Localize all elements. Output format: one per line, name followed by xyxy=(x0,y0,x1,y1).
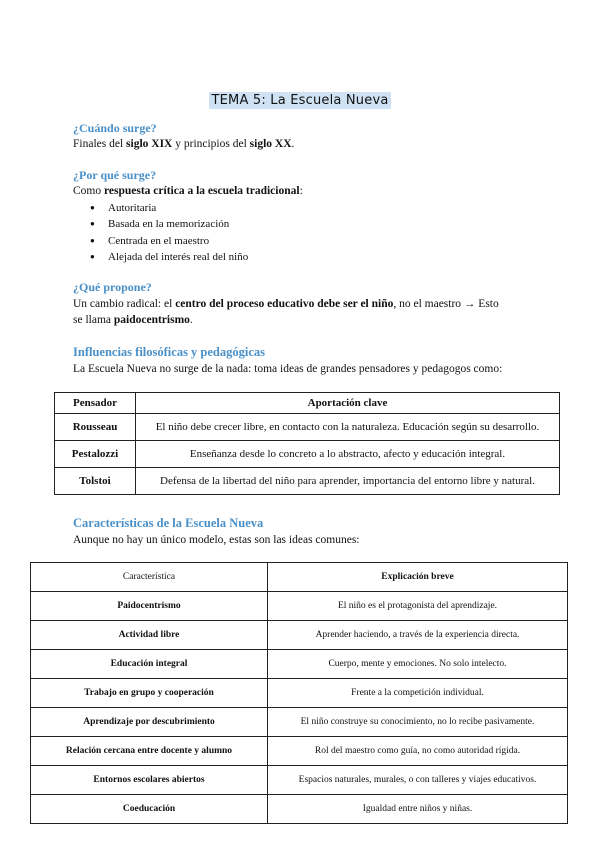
answer-when: Finales del siglo XIX y principios del siglo XX. xyxy=(73,138,295,150)
table-row xyxy=(31,708,568,737)
table-cell: Aprendizaje por descubrimiento xyxy=(31,708,268,737)
table-cell: Educación integral xyxy=(31,650,268,679)
table-cell: Rol del maestro como guía, no como autoridad rígida. xyxy=(268,737,568,766)
table-cell: Tolstoi xyxy=(55,468,136,495)
table-row xyxy=(55,414,560,441)
table-row xyxy=(55,468,560,495)
list-item: ● Alejada del interés real del niño xyxy=(90,249,248,265)
table-header-row xyxy=(55,393,560,414)
table-row xyxy=(31,592,568,621)
answer-what: Un cambio radical: el centro del proceso educativo debe ser el niño, no el maestro → Esto se llama paidocentrismo. xyxy=(73,298,499,326)
heading-influences: Influencias filosóficas y pedagógicas xyxy=(73,345,266,359)
bullet-list xyxy=(90,200,248,265)
answer-why: Como respuesta crítica a la escuela tradicional: xyxy=(73,185,303,197)
table-cell: Rousseau xyxy=(55,414,136,441)
table-cell: Enseñanza desde lo concreto a lo abstracto, afecto y educación integral. xyxy=(136,441,560,468)
table-header: Aportación clave xyxy=(136,393,560,414)
table-cell: Igualdad entre niños y niñas. xyxy=(268,795,568,824)
table-cell: Frente a la competición individual. xyxy=(268,679,568,708)
table-row xyxy=(31,679,568,708)
table-cell: Pestalozzi xyxy=(55,441,136,468)
table-cell: Trabajo en grupo y cooperación xyxy=(31,679,268,708)
table-cell: Entornos escolares abiertos xyxy=(31,766,268,795)
table-header: Pensador xyxy=(55,393,136,414)
question-why: ¿Por qué surge? xyxy=(73,168,157,182)
table-cell: El niño es el protagonista del aprendizaje. xyxy=(268,592,568,621)
table-cell: Actividad libre xyxy=(31,621,268,650)
table-cell: Coeducación xyxy=(31,795,268,824)
table-row xyxy=(31,766,568,795)
influences-table xyxy=(54,392,560,495)
table-cell: Cuerpo, mente y emociones. No solo intelecto. xyxy=(268,650,568,679)
question-what: ¿Qué propone? xyxy=(73,280,152,294)
list-item: ● Autoritaria xyxy=(90,200,248,216)
table-cell: Relación cercana entre docente y alumno xyxy=(31,737,268,766)
table-row xyxy=(31,795,568,824)
question-when: ¿Cuándo surge? xyxy=(73,121,157,135)
list-item: ● Basada en la memorización xyxy=(90,216,248,232)
table-header: Característica xyxy=(31,563,268,592)
characteristics-table xyxy=(30,562,568,824)
table-cell: Paidocentrismo xyxy=(31,592,268,621)
table-row xyxy=(31,737,568,766)
page-title: TEMA 5: La Escuela Nueva xyxy=(211,93,389,108)
list-item: ● Centrada en el maestro xyxy=(90,233,248,249)
table-cell: El niño debe crecer libre, en contacto con la naturaleza. Educación según su desarrollo. xyxy=(136,414,560,441)
table-row xyxy=(55,441,560,468)
table-header-row xyxy=(31,563,568,592)
heading-characteristics: Características de la Escuela Nueva xyxy=(73,516,264,530)
table-cell: Defensa de la libertad del niño para aprender, importancia del entorno libre y natural. xyxy=(136,468,560,495)
characteristics-intro: Aunque no hay un único modelo, estas son las ideas comunes: xyxy=(73,534,360,546)
table-header: Explicación breve xyxy=(268,563,568,592)
table-cell: Aprender haciendo, a través de la experiencia directa. xyxy=(268,621,568,650)
influences-intro: La Escuela Nueva no surge de la nada: toma ideas de grandes pensadores y pedagogos como: xyxy=(73,363,503,375)
table-row xyxy=(31,621,568,650)
table-cell: Espacios naturales, murales, o con talleres y viajes educativos. xyxy=(268,766,568,795)
table-cell: El niño construye su conocimiento, no lo recibe pasivamente. xyxy=(268,708,568,737)
table-row xyxy=(31,650,568,679)
